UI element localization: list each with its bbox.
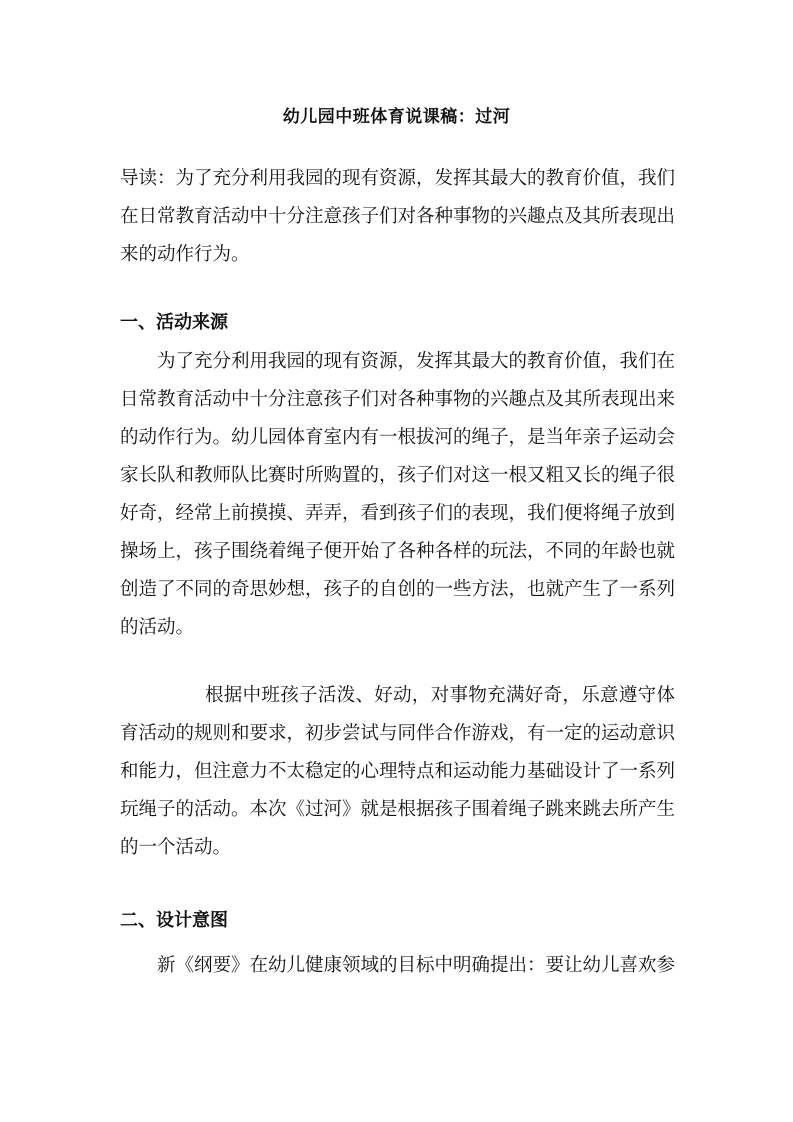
design-intent-paragraph-1: 新《纲要》在幼儿健康领域的目标中明确提出：要让幼儿喜欢参	[157, 955, 676, 976]
section-heading-activity-source: 一、活动来源	[120, 312, 228, 333]
section-heading-design-intent: 二、设计意图	[120, 910, 228, 931]
intro-paragraph: 导读：为了充分利用我园的现有资源，发挥其最大的教育价值，我们在日常教育活动中十分注意孩子们对各种事物的兴趣点及其所表现出来的动作行为。	[120, 168, 676, 265]
document-title: 幼儿园中班体育说课稿：过河	[282, 107, 511, 127]
activity-source-paragraph-1: 为了充分利用我园的现有资源，发挥其最大的教育价值，我们在日常教育活动中十分注意孩子们对各种事物的兴趣点及其所表现出来的动作行为。幼儿园体育室内有一根拔河的绳子，是当年亲子运动会家长队和教师队比赛时所购置的，孩子们对这一根又粗又长的绳子很好奇，经常上前摸摸、弄弄，看到孩子们的表现，我们便将绳子放到操场上，孩子围绕着绳子便开始了各种各样的玩法，不同的年龄也就创造了不同的奇思妙想，孩子的自创的一些方法，也就产生了一系列的活动。	[120, 351, 676, 638]
activity-source-paragraph-2: 根据中班孩子活泼、好动，对事物充满好奇，乐意遵守体育活动的规则和要求，初步尝试与同伴合作游戏，有一定的运动意识和能力，但注意力不太稳定的心理特点和运动能力基础设计了一系列玩绳子的活动。本次《过河》就是根据孩子围着绳子跳来跳去所产生的一个活动。	[120, 685, 676, 858]
